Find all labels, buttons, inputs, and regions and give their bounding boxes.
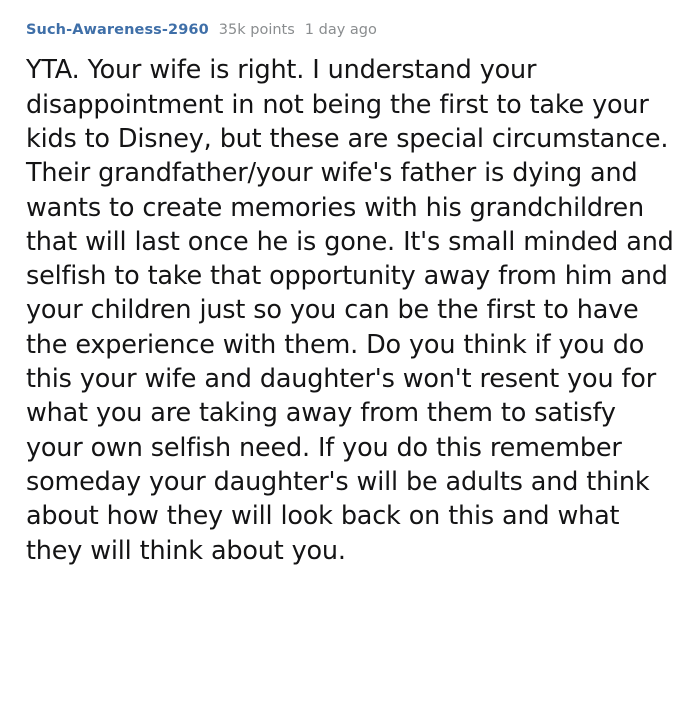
comment-timestamp: 1 day ago [304, 22, 377, 38]
comment-body-text: YTA. Your wife is right. I understand your disappointment in not being the first to take your kids to Disney, but these are special circumstance. Their grandfather/your wife's father is dying and wants to create memories with his grandchildren that will last once he is gone. It's small minded and selfish to take that opportunity away from him and your children just so you can be the first to have the experience with them. Do you think if you do this your wife and daughter's won't resent you for what you are taking away from them to satisfy your own selfish need. If you do this remember someday your daughter's will be adults and think about how they will look back on this and what they will think about you. [26, 55, 674, 566]
comment-header [26, 22, 676, 39]
comment-points: 35k points [218, 22, 295, 38]
comment-author[interactable]: Such-Awareness-2960 [26, 22, 209, 38]
